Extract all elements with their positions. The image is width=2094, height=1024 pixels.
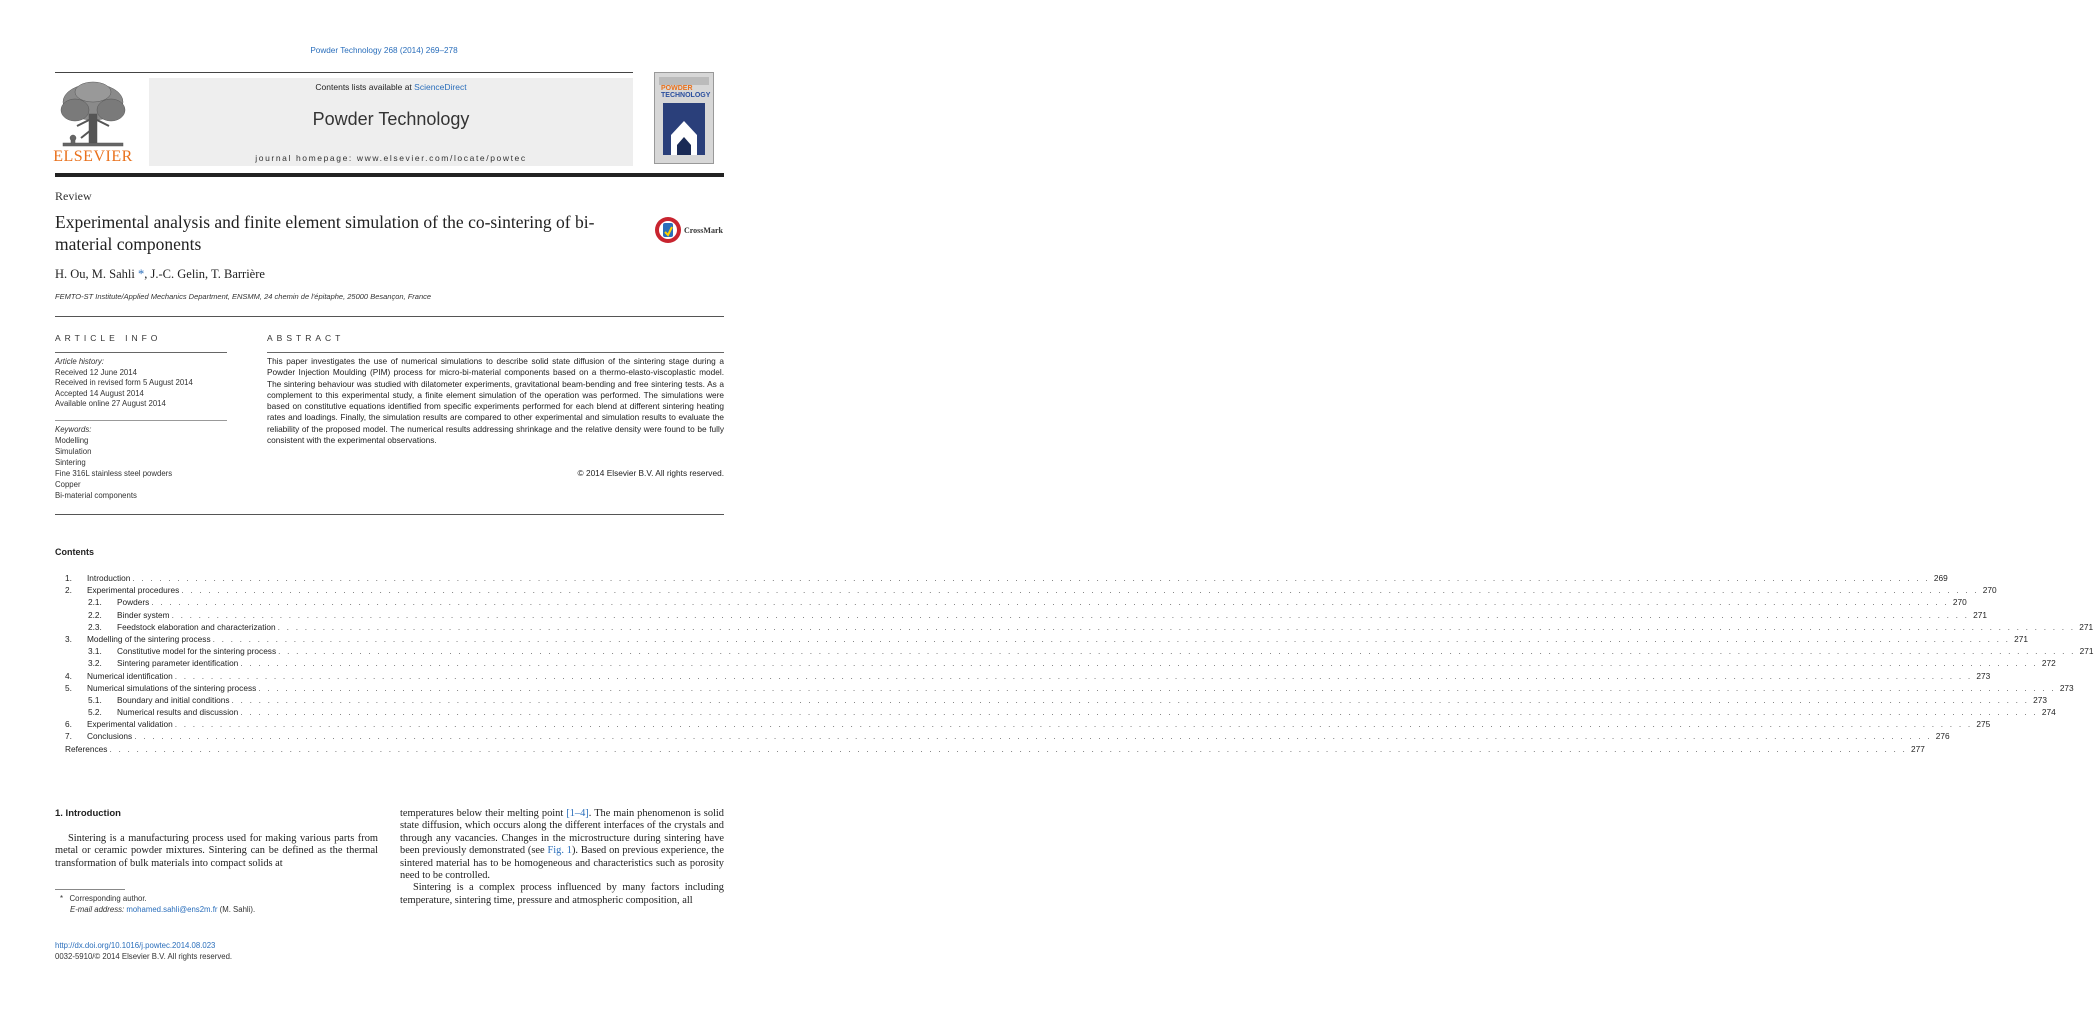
toc-entry[interactable]	[55, 646, 2094, 658]
toc-entry-number: 3.	[65, 633, 72, 644]
history-item: Received 12 June 2014	[55, 367, 137, 377]
toc-entry-number: 2.3.	[88, 621, 102, 632]
header-rule-bottom	[55, 173, 724, 177]
toc-entry-number: 6.	[65, 719, 72, 730]
rule-article-info-top	[55, 316, 724, 317]
intro-text: temperatures below their melting point	[400, 808, 567, 819]
toc-entry-leader: . . . . . . . . . . . . . . . . . . . . . . . . . . . . . . . . . . . . . . . . . . . . . . . . . . . . . . . . . . . . . . . . . . . . . . . . . . . . . . . . . . . . . . . . . . . . . . . . . . . . . . . . . . . . . . . . . . . . . . . . . . . . . . . . . . . . . . . . . . . . . . . . . . . . . . . . . . . . . . . . . . . . . . . . . . . . . . . . . . . . . . . . . . . . . . . . . . . . . . . .	[231, 694, 2030, 705]
article-info-heading: ARTICLE INFO	[55, 333, 162, 343]
toc-entry-title: Numerical simulations of the sintering process	[87, 682, 257, 693]
affiliation: FEMTO-ST Institute/Applied Mechanics Department, ENSMM, 24 chemin de l'épitaphe, 25000 Besançon, France	[55, 292, 432, 301]
keyword-item: Copper	[55, 480, 81, 489]
doi-block	[55, 940, 232, 962]
toc-entry-page: 277	[1911, 743, 1925, 754]
toc-entry[interactable]	[55, 719, 1991, 731]
keyword-item: Modelling	[55, 436, 89, 445]
toc-entry-page: 273	[1976, 670, 1991, 681]
rule-keywords	[55, 420, 227, 421]
toc-entry[interactable]	[55, 682, 2074, 695]
toc-entry-title: Feedstock elaboration and characterization	[117, 621, 276, 632]
toc-entry-leader: . . . . . . . . . . . . . . . . . . . . . . . . . . . . . . . . . . . . . . . . . . . . . . . . . . . . . . . . . . . . . . . . . . . . . . . . . . . . . . . . . . . . . . . . . . . . . . . . . . . . . . . . . . . . . . . . . . . . . . . . . . . . . . . . . . . . . . . . . . . . . . . . . . . . . . . . . . . . . . . . . . . . . . . . . . . . . . . . . . . . . . . . . . . . . . . . . . . . . . . .	[278, 646, 2076, 657]
footnote-corresponding-text: Corresponding author.	[69, 894, 147, 903]
introduction-paragraph-right-2: Sintering is a complex process influenced by many factors including temperature, sintering time, pressure and atmospheric composition, all	[400, 882, 724, 906]
toc-entry-number: 3.1.	[88, 646, 102, 657]
toc-entry-title: Sintering parameter identification	[117, 658, 239, 669]
table-of-contents	[55, 573, 2094, 756]
journal-title: Powder Technology	[312, 109, 470, 129]
email-link[interactable]: mohamed.sahli@ens2m.fr	[126, 905, 218, 914]
toc-entry-leader: . . . . . . . . . . . . . . . . . . . . . . . . . . . . . . . . . . . . . . . . . . . . . . . . . . . . . . . . . . . . . . . . . . . . . . . . . . . . . . . . . . . . . . . . . . . . . . . . . . . . . . . . . . . . . . . . . . . . . . . . . . . . . . . . . . . . . . . . . . . . . . . . . . . . . . . . . . . . . . . . . . . . . . . . . . . . . . . . . . . . . . . . . . . . . . . . . . . . . . . .	[181, 585, 1979, 596]
toc-entry[interactable]	[55, 694, 2047, 707]
toc-entry-leader: . . . . . . . . . . . . . . . . . . . . . . . . . . . . . . . . . . . . . . . . . . . . . . . . . . . . . . . . . . . . . . . . . . . . . . . . . . . . . . . . . . . . . . . . . . . . . . . . . . . . . . . . . . . . . . . . . . . . . . . . . . . . . . . . . . . . . . . . . . . . . . . . . . . . . . . . . . . . . . . . . . . . . . . . . . . . . . . . . . . . . . . . . . . . . . . . . . . . . . . .	[151, 597, 1949, 608]
journal-cover-thumbnail[interactable]	[654, 72, 714, 164]
corresponding-author-marker[interactable]: *	[138, 267, 145, 281]
toc-entry-leader: . . . . . . . . . . . . . . . . . . . . . . . . . . . . . . . . . . . . . . . . . . . . . . . . . . . . . . . . . . . . . . . . . . . . . . . . . . . . . . . . . . . . . . . . . . . . . . . . . . . . . . . . . . . . . . . . . . . . . . . . . . . . . . . . . . . . . . . . . . . . . . . . . . . . . . . . . . . . . . . . . . . . . . . . . . . . . . . . . . . . . . . . . . . . . . . . . . . . . . . .	[109, 743, 1907, 754]
abstract-text: This paper investigates the use of numerical simulations to describe solid state diffusion of the sintering stage during a Powder Injection Moulding (PIM) process for micro-bi-material components based on a thermo-elasto-viscoplastic model. The sintering behaviour was studied with dilatometer experiments, gravitational beam-bending and free sintering tests. As a complement to this experimental study, a finite element simulation of the operation was performed. The simulations were based on constitutive equations identified from specific experiments performed for each blend at different sintering heating rates and loadings. Finally, the simulation results are compared to other experimental and simulation results to evaluate the reliability of the proposed model. The numerical results addressing shrinkage and the relative density were found to be fully consistent with the experimental observations.	[267, 356, 724, 446]
crossmark-label: CrossMark	[684, 226, 723, 235]
figure-link[interactable]: Fig. 1	[547, 845, 572, 857]
cover-graphic-icon	[655, 73, 713, 163]
toc-entry-leader: . . . . . . . . . . . . . . . . . . . . . . . . . . . . . . . . . . . . . . . . . . . . . . . . . . . . . . . . . . . . . . . . . . . . . . . . . . . . . . . . . . . . . . . . . . . . . . . . . . . . . . . . . . . . . . . . . . . . . . . . . . . . . . . . . . . . . . . . . . . . . . . . . . . . . . . . . . . . . . . . . . . . . . . . . . . . . . . . . . . . . . . . . . . . . . . . . . . . . . . .	[134, 731, 1932, 742]
keyword-item: Sintering	[55, 458, 86, 467]
toc-entry-leader: . . . . . . . . . . . . . . . . . . . . . . . . . . . . . . . . . . . . . . . . . . . . . . . . . . . . . . . . . . . . . . . . . . . . . . . . . . . . . . . . . . . . . . . . . . . . . . . . . . . . . . . . . . . . . . . . . . . . . . . . . . . . . . . . . . . . . . . . . . . . . . . . . . . . . . . . . . . . . . . . . . . . . . . . . . . . . . . . . . . . . . . . . . . . . . . . . . . . . . . .	[258, 682, 2056, 693]
intro-text: . The main phenomenon is solid state diffusion, which occurs along the different interfaces of the crystals and through any vacancies. Changes in the microstructure during sintering have been previously demonstrated (see	[400, 808, 724, 857]
introduction-heading: 1. Introduction	[55, 808, 121, 819]
toc-entry-page: 270	[1982, 585, 1997, 596]
toc-entry-leader: . . . . . . . . . . . . . . . . . . . . . . . . . . . . . . . . . . . . . . . . . . . . . . . . . . . . . . . . . . . . . . . . . . . . . . . . . . . . . . . . . . . . . . . . . . . . . . . . . . . . . . . . . . . . . . . . . . . . . . . . . . . . . . . . . . . . . . . . . . . . . . . . . . . . . . . . . . . . . . . . . . . . . . . . . . . . . . . . . . . . . . . . . . . . . . . . . . . . . . . .	[212, 633, 2011, 644]
toc-entry[interactable]	[55, 573, 1948, 585]
history-item: Accepted 14 August 2014	[55, 388, 144, 398]
toc-entry-page: 276	[1935, 731, 1950, 742]
cover-title-line-1: POWDER	[661, 85, 693, 92]
introduction-column-right	[400, 808, 724, 907]
toc-entry[interactable]	[55, 658, 2056, 670]
toc-entry[interactable]	[55, 609, 1987, 622]
toc-entry-number: 5.	[65, 682, 72, 693]
intro-text: ). Based on previous experience, the sintered material has to be homogeneous and characteristics such as porosity need to be controlled.	[400, 845, 724, 882]
contents-available-text: Contents lists available at	[315, 82, 415, 92]
contents-available-line	[149, 82, 633, 92]
toc-entry-number: 2.1.	[88, 597, 102, 608]
toc-entry-title: Experimental procedures	[87, 585, 180, 596]
toc-entry-number: 1.	[65, 573, 72, 583]
toc-entry-title: References	[65, 743, 108, 754]
cover-title-line-2: TECHNOLOGY	[661, 92, 711, 99]
crossmark-icon	[654, 216, 682, 244]
rule-article-info-col	[55, 352, 227, 353]
toc-entry-title: Constitutive model for the sintering process	[117, 646, 277, 657]
toc-entry-leader: . . . . . . . . . . . . . . . . . . . . . . . . . . . . . . . . . . . . . . . . . . . . . . . . . . . . . . . . . . . . . . . . . . . . . . . . . . . . . . . . . . . . . . . . . . . . . . . . . . . . . . . . . . . . . . . . . . . . . . . . . . . . . . . . . . . . . . . . . . . . . . . . . . . . . . . . . . . . . . . . . . . . . . . . . . . . . . . . . . . . . . . . . . . . . . . . . . . . . . . .	[174, 719, 1973, 730]
toc-entry-page: 271	[1973, 609, 1987, 620]
crossmark-button[interactable]	[654, 216, 726, 244]
keyword-item: Simulation	[55, 447, 92, 456]
history-item: Available online 27 August 2014	[55, 399, 166, 408]
toc-entry-number: 5.1.	[88, 694, 102, 705]
toc-entry-leader: . . . . . . . . . . . . . . . . . . . . . . . . . . . . . . . . . . . . . . . . . . . . . . . . . . . . . . . . . . . . . . . . . . . . . . . . . . . . . . . . . . . . . . . . . . . . . . . . . . . . . . . . . . . . . . . . . . . . . . . . . . . . . . . . . . . . . . . . . . . . . . . . . . . . . . . . . . . . . . . . . . . . . . . . . . . . . . . . . . . . . . . . . . . . . . . . . . . . . . . .	[240, 707, 2038, 718]
toc-entry-title: Introduction	[87, 573, 131, 583]
toc-entry-page: 271	[2079, 646, 2094, 657]
contents-heading: Contents	[55, 547, 94, 557]
toc-entry-page: 274	[2041, 707, 2056, 718]
toc-entry-title: Modelling of the sintering process	[87, 633, 211, 644]
toc-entry-page: 273	[2059, 682, 2074, 693]
article-title: Experimental analysis and finite element simulation of the co-sintering of bi-material components	[55, 212, 595, 254]
toc-entry-number: 5.2.	[88, 707, 102, 718]
footnote-star: *	[60, 894, 64, 903]
email-suffix: (M. Sahli).	[217, 905, 256, 914]
toc-entry-page: 269	[1933, 573, 1948, 583]
toc-entry-leader: . . . . . . . . . . . . . . . . . . . . . . . . . . . . . . . . . . . . . . . . . . . . . . . . . . . . . . . . . . . . . . . . . . . . . . . . . . . . . . . . . . . . . . . . . . . . . . . . . . . . . . . . . . . . . . . . . . . . . . . . . . . . . . . . . . . . . . . . . . . . . . . . . . . . . . . . . . . . . . . . . . . . . . . . . . . . . . . . . . . . . . . . . . . . . . . . . . . . . . . .	[277, 621, 2076, 632]
toc-entry-page: 273	[2033, 694, 2047, 705]
authors-part-2: , J.-C. Gelin, T. Barrière	[144, 267, 265, 281]
email-label: E-mail address:	[70, 905, 127, 914]
reference-link[interactable]: [1–4]	[566, 808, 589, 819]
toc-entry[interactable]	[55, 597, 1967, 609]
header-rule-top	[55, 72, 633, 73]
article-type: Review	[55, 189, 92, 203]
toc-entry[interactable]	[55, 707, 2056, 719]
toc-entry-leader: . . . . . . . . . . . . . . . . . . . . . . . . . . . . . . . . . . . . . . . . . . . . . . . . . . . . . . . . . . . . . . . . . . . . . . . . . . . . . . . . . . . . . . . . . . . . . . . . . . . . . . . . . . . . . . . . . . . . . . . . . . . . . . . . . . . . . . . . . . . . . . . . . . . . . . . . . . . . . . . . . . . . . . . . . . . . . . . . . . . . . . . . . . . . . . . . . . . . . . . .	[240, 658, 2038, 669]
introduction-paragraph-left: Sintering is a manufacturing process used for making various parts from metal or ceramic powder mixtures. Sintering can be defined as the thermal transformation of bulk materials into compact solids at	[55, 833, 378, 869]
elsevier-logo[interactable]	[53, 80, 133, 166]
toc-entry-title: Numerical identification	[87, 670, 173, 681]
sciencedirect-link[interactable]: ScienceDirect	[414, 82, 467, 92]
toc-entry-number: 2.	[65, 585, 72, 596]
toc-entry-page: 275	[1976, 719, 1991, 730]
toc-entry-title: Boundary and initial conditions	[117, 694, 230, 705]
toc-entry-page: 271	[2014, 633, 2029, 644]
toc-entry[interactable]	[55, 731, 1950, 743]
toc-entry-leader: . . . . . . . . . . . . . . . . . . . . . . . . . . . . . . . . . . . . . . . . . . . . . . . . . . . . . . . . . . . . . . . . . . . . . . . . . . . . . . . . . . . . . . . . . . . . . . . . . . . . . . . . . . . . . . . . . . . . . . . . . . . . . . . . . . . . . . . . . . . . . . . . . . . . . . . . . . . . . . . . . . . . . . . . . . . . . . . . . . . . . . . . . . . . . . . . . . . . . . . .	[171, 609, 1970, 620]
abstract-heading: ABSTRACT	[267, 333, 345, 343]
issn-line: 0032-5910/© 2014 Elsevier B.V. All rights reserved.	[55, 952, 233, 961]
toc-entry[interactable]	[55, 633, 2029, 646]
toc-entry-number: 3.2.	[88, 658, 102, 669]
abstract-copyright: © 2014 Elsevier B.V. All rights reserved.	[577, 468, 724, 478]
toc-entry[interactable]	[55, 621, 2094, 634]
toc-entry-leader: . . . . . . . . . . . . . . . . . . . . . . . . . . . . . . . . . . . . . . . . . . . . . . . . . . . . . . . . . . . . . . . . . . . . . . . . . . . . . . . . . . . . . . . . . . . . . . . . . . . . . . . . . . . . . . . . . . . . . . . . . . . . . . . . . . . . . . . . . . . . . . . . . . . . . . . . . . . . . . . . . . . . . . . . . . . . . . . . . . . . . . . . . . . . . . . . . . . . . . . .	[174, 670, 1973, 681]
rule-contents-top	[55, 514, 724, 515]
footnote-corresponding	[60, 893, 360, 904]
authors-line	[55, 267, 265, 282]
footnote-email	[60, 904, 360, 915]
authors-part-1: H. Ou, M. Sahli	[55, 267, 138, 281]
article-history	[55, 357, 230, 410]
toc-entry-title: Numerical results and discussion	[117, 707, 239, 718]
toc-entry[interactable]	[55, 743, 1925, 756]
toc-entry-leader: . . . . . . . . . . . . . . . . . . . . . . . . . . . . . . . . . . . . . . . . . . . . . . . . . . . . . . . . . . . . . . . . . . . . . . . . . . . . . . . . . . . . . . . . . . . . . . . . . . . . . . . . . . . . . . . . . . . . . . . . . . . . . . . . . . . . . . . . . . . . . . . . . . . . . . . . . . . . . . . . . . . . . . . . . . . . . . . . . . . . . . . . . . . . . . . . . . . . . . . .	[132, 573, 1930, 583]
toc-entry-title: Binder system	[117, 609, 170, 620]
doi-link[interactable]: http://dx.doi.org/10.1016/j.powtec.2014.08.023	[55, 941, 216, 950]
keyword-item: Bi-material components	[55, 491, 137, 500]
toc-entry-title: Conclusions	[87, 731, 133, 742]
toc-entry[interactable]	[55, 670, 1991, 683]
introduction-paragraph-right-1	[400, 808, 724, 882]
toc-entry-number: 4.	[65, 670, 72, 681]
keywords	[55, 424, 230, 501]
footnote-rule	[55, 889, 125, 890]
toc-entry[interactable]	[55, 585, 1997, 597]
keywords-label: Keywords:	[55, 425, 92, 434]
toc-entry-title: Powders	[117, 597, 150, 608]
toc-entry-number: 7.	[65, 731, 72, 742]
toc-entry-number: 2.2.	[88, 609, 102, 620]
toc-entry-page: 272	[2041, 658, 2056, 669]
toc-entry-page: 270	[1952, 597, 1967, 608]
footnote	[60, 893, 360, 915]
keyword-item: Fine 316L stainless steel powders	[55, 469, 173, 478]
elsevier-tree-icon	[53, 80, 133, 150]
rule-abstract-col	[267, 352, 724, 353]
toc-entry-page: 271	[2079, 621, 2094, 632]
journal-reference-link[interactable]: Powder Technology 268 (2014) 269–278	[310, 46, 458, 55]
elsevier-wordmark: ELSEVIER	[53, 148, 133, 165]
toc-entry-title: Experimental validation	[87, 719, 173, 730]
history-item: Received in revised form 5 August 2014	[55, 378, 193, 387]
history-label: Article history:	[55, 357, 104, 366]
journal-homepage-link[interactable]: journal homepage: www.elsevier.com/locate/powtec	[255, 153, 527, 163]
